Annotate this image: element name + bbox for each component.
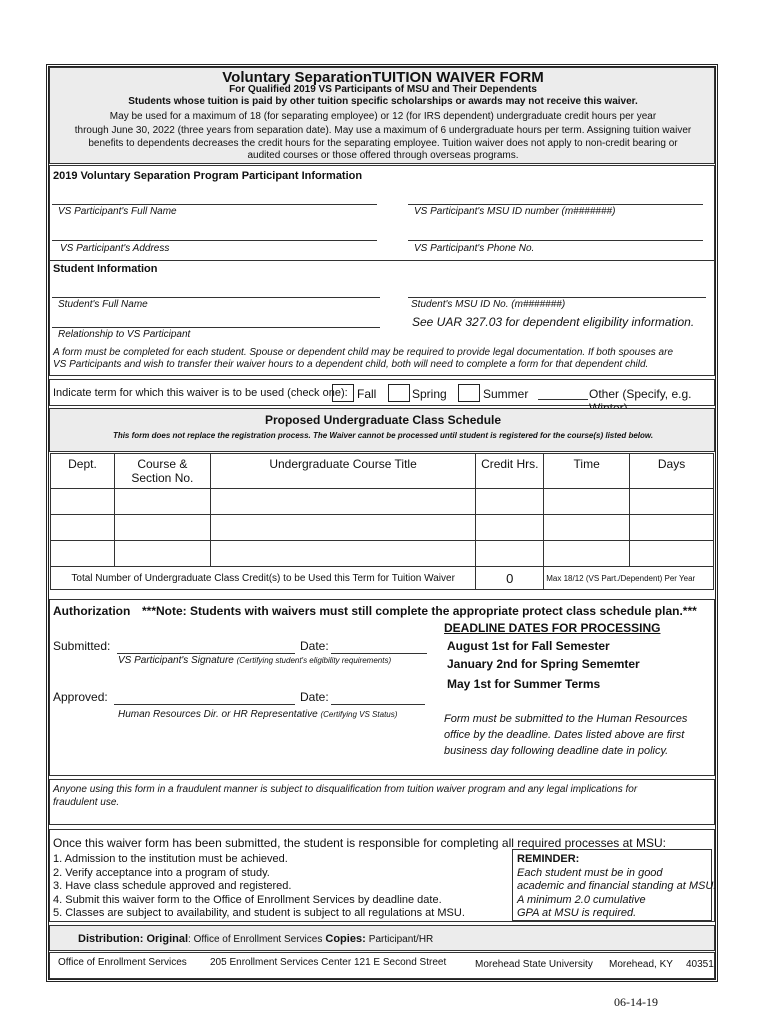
student-id-label: Student's MSU ID No. (m#######) (411, 299, 566, 310)
schedule-note: This form does not replace the registration process. The Waiver cannot be processed until student is registered for the course(s) listed below. (112, 431, 654, 440)
student-note-line-1: A form must be completed for each student. Spouse or dependent child may be required to provide legal documentation. If both spouses are (53, 347, 673, 358)
distribution-label: Distribution: (78, 933, 144, 945)
footer-university: Morehead State University (475, 959, 593, 970)
reminder-line: GPA at MSU is required. (517, 907, 637, 919)
participant-name-field[interactable] (52, 204, 377, 205)
column-header-time: Time (544, 454, 630, 489)
deadline-spring: January 2nd for Spring Sememter (447, 657, 640, 671)
reminder-line: academic and financial standing at MSU. (517, 880, 717, 892)
list-item: 1. Admission to the institution must be achieved. (53, 853, 288, 865)
participant-phone-field[interactable] (408, 240, 703, 241)
relationship-field[interactable] (52, 327, 380, 328)
spring-checkbox[interactable] (388, 384, 410, 402)
original-label: Original (146, 933, 189, 945)
approved-date-label: Date: (300, 690, 329, 704)
column-header-days: Days (630, 454, 714, 489)
max-credits-note: Max 18/12 (VS Part./Dependent) Per Year (544, 567, 714, 590)
student-id-field[interactable] (408, 297, 706, 298)
participant-phone-label: VS Participant's Phone No. (414, 243, 535, 254)
reminder-line: Each student must be in good (517, 866, 663, 879)
description-line-3: benefits to dependents decreases the credit hours for the separating employee. Tuition waiver does not apply to non-credit bearing or (88, 138, 678, 149)
column-header-dept: Dept. (51, 454, 115, 489)
fraud-section (49, 779, 715, 825)
other-label: Other (Specify, e.g. (589, 387, 692, 401)
footer-office: Office of Enrollment Services (58, 957, 187, 968)
form-revision-date: 06-14-19 (614, 995, 658, 1009)
schedule-heading: Proposed Undergraduate Class Schedule (264, 413, 502, 427)
authorization-note: ***Note: Students with waivers must still complete the appropriate protect class schedule plan.*** (142, 604, 697, 618)
hr-subcaption: (Certifying VS Status) (320, 710, 398, 719)
submit-note-line-1: Form must be submitted to the Human Resources (444, 713, 688, 725)
reminder-line: A minimum 2.0 cumulative (517, 893, 646, 906)
description-line-4: audited courses or those offered through overseas programs. (247, 150, 519, 161)
total-credits-label: Total Number of Undergraduate Class Credit(s) to be Used this Term for Tuition Waiver (51, 567, 476, 590)
signature-caption: VS Participant's Signature (118, 655, 234, 666)
participant-name-label: VS Participant's Full Name (58, 206, 177, 217)
deadline-fall: August 1st for Fall Semester (447, 639, 610, 653)
term-label: Indicate term for which this waiver is to be used (check one): (53, 387, 348, 399)
deadline-heading: DEADLINE DATES FOR PROCESSING (444, 621, 661, 635)
participant-id-label: VS Participant's MSU ID number (m#######) (414, 206, 616, 217)
submit-note-line-3: business day following deadline date in policy. (444, 745, 669, 757)
student-name-field[interactable] (52, 297, 380, 298)
hr-caption: Human Resources Dir. or HR Representative (118, 709, 318, 720)
distribution-section (49, 925, 715, 951)
participant-address-field[interactable] (52, 240, 377, 241)
list-item: 2. Verify acceptance into a program of study. (53, 866, 270, 879)
copies-label: Copies: (325, 933, 366, 945)
table-row[interactable] (51, 515, 714, 541)
term-section (49, 379, 715, 406)
student-name-label: Student's Full Name (58, 299, 148, 310)
list-item: 3. Have class schedule approved and registered. (53, 880, 292, 892)
form-title-part1: Voluntary Separation (222, 69, 373, 86)
list-item: 4. Submit this waiver form to the Office of Enrollment Services by deadline date. (53, 893, 442, 906)
participant-heading: 2019 Voluntary Separation Program Participant Information (53, 170, 363, 182)
schedule-header (49, 408, 715, 452)
summer-label: Summer (483, 387, 529, 401)
responsibility-list (53, 853, 465, 921)
deadline-summer: May 1st for Summer Terms (447, 677, 601, 691)
approved-label: Approved: (53, 690, 108, 704)
approval-signature-field[interactable] (114, 704, 295, 705)
column-header-credit: Credit Hrs. (476, 454, 544, 489)
submitted-date-label: Date: (300, 639, 329, 653)
footer-zip: 40351 (686, 959, 714, 970)
fall-checkbox[interactable] (332, 384, 354, 402)
schedule-table (50, 453, 714, 590)
authorization-label: Authorization (53, 604, 131, 618)
signature-field[interactable] (117, 653, 295, 654)
footer-address: 205 Enrollment Services Center 121 E Second Street (210, 957, 447, 968)
submitted-date-field[interactable] (331, 653, 427, 654)
fraud-line-1: Anyone using this form in a fraudulent manner is subject to disqualification from tuition waiver program and any legal implications for (53, 784, 638, 795)
summer-checkbox[interactable] (458, 384, 480, 402)
exclusion-note: Students whose tuition is paid by other tuition specific scholarships or awards may not receive this waiver. (128, 96, 638, 107)
student-note-line-2: VS Participants and wish to transfer their waiver hours to a dependent child, both will need to complete a form for that dependent child. (53, 359, 649, 370)
copies-value: Participant/HR (368, 934, 434, 945)
original-value: : Office of Enrollment Services (188, 934, 323, 945)
uar-note: See UAR 327.03 for dependent eligibility information. (412, 315, 695, 329)
table-row[interactable] (51, 489, 714, 515)
list-item: 5. Classes are subject to availability, and student is subject to all regulations at MSU. (53, 907, 465, 919)
total-credits-value[interactable]: 0 (476, 567, 544, 590)
responsibility-heading: Once this waiver form has been submitted, the student is responsible for completing all required processes at MSU: (53, 836, 666, 850)
approved-date-field[interactable] (331, 704, 425, 705)
footer-section (49, 952, 715, 979)
submit-note-line-2: office by the deadline. Dates listed above are first (444, 729, 685, 741)
column-header-course: Course & Section No. (114, 454, 210, 489)
relationship-label: Relationship to VS Participant (58, 329, 191, 340)
form-subtitle: For Qualified 2019 VS Participants of MSU and Their Dependents (229, 84, 537, 95)
student-heading: Student Information (53, 263, 158, 275)
reminder-heading: REMINDER: (517, 853, 580, 865)
signature-subcaption: (Certifying student's eligibility requirements) (236, 656, 392, 665)
form-title-part2: TUITION WAIVER FORM (372, 69, 544, 86)
header-section (49, 67, 715, 164)
table-row[interactable] (51, 541, 714, 567)
participant-address-label: VS Participant's Address (60, 243, 170, 254)
footer-city: Morehead, KY (609, 959, 673, 970)
fall-label: Fall (357, 387, 377, 401)
column-header-title: Undergraduate Course Title (210, 454, 476, 489)
description-line-2: through June 30, 2022 (three years from separation date). May use a maximum of 6 undergraduate hours per term. Assigning tuition waiver (74, 125, 692, 136)
spring-label: Spring (412, 387, 447, 401)
reminder-block (517, 853, 716, 921)
participant-id-field[interactable] (408, 204, 703, 205)
fraud-line-2: fraudulent use. (53, 797, 120, 808)
description-line-1: May be used for a maximum of 18 (for separating employee) or 12 (for IRS dependent) undergraduate credit hours per year (109, 111, 657, 122)
submitted-label: Submitted: (53, 639, 111, 653)
other-term-field[interactable] (538, 399, 588, 400)
